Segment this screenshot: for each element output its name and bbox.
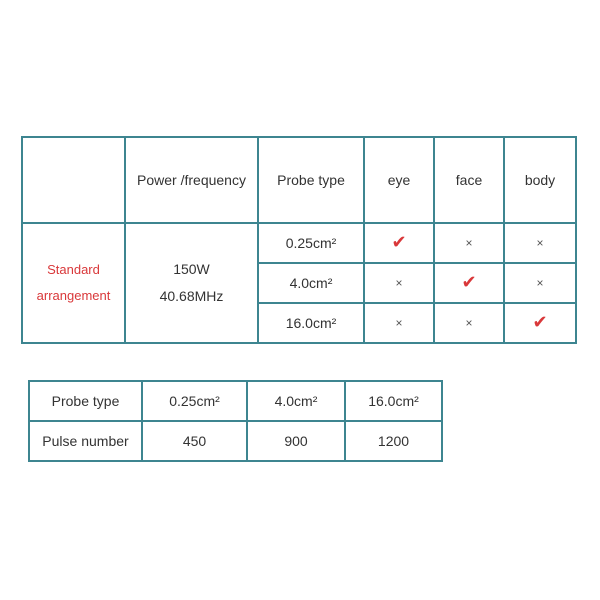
header-cell-body: body	[504, 137, 576, 223]
eye-cross-icon: ×	[364, 263, 434, 303]
body-cross-icon: ×	[504, 263, 576, 303]
arrangement-line-2: arrangement	[36, 288, 111, 303]
probe-cell: 4.0cm²	[258, 263, 364, 303]
face-cross-icon: ×	[434, 223, 504, 263]
arrangement-cell	[22, 223, 125, 343]
probe-size-cell: 4.0cm²	[247, 381, 345, 421]
face-check-icon: ✔	[434, 263, 504, 303]
pulse-count-cell: 450	[142, 421, 247, 461]
body-check-icon: ✔	[504, 303, 576, 343]
header-row	[22, 137, 576, 223]
probe-type-row	[29, 381, 442, 421]
pulse-count-cell: 900	[247, 421, 345, 461]
table-row	[22, 223, 576, 263]
header-cell-face: face	[434, 137, 504, 223]
probe-application-table	[21, 136, 577, 344]
row-label: Probe type	[29, 381, 142, 421]
eye-check-icon: ✔	[364, 223, 434, 263]
header-cell-probe-type: Probe type	[258, 137, 364, 223]
probe-cell: 0.25cm²	[258, 223, 364, 263]
face-cross-icon: ×	[434, 303, 504, 343]
arrangement-line-1: Standard	[47, 262, 100, 278]
header-cell-power-frequency: Power /frequency	[125, 137, 258, 223]
probe-cell: 16.0cm²	[258, 303, 364, 343]
probe-size-cell: 16.0cm²	[345, 381, 442, 421]
frequency-value: 40.68MHz	[159, 288, 224, 304]
power-frequency-cell	[125, 223, 258, 343]
pulse-count-cell: 1200	[345, 421, 442, 461]
probe-size-cell: 0.25cm²	[142, 381, 247, 421]
header-cell-empty	[22, 137, 125, 223]
row-label: Pulse number	[29, 421, 142, 461]
body-cross-icon: ×	[504, 223, 576, 263]
power-value: 150W	[173, 261, 210, 278]
header-cell-eye: eye	[364, 137, 434, 223]
pulse-number-table	[28, 380, 443, 462]
eye-cross-icon: ×	[364, 303, 434, 343]
pulse-number-row	[29, 421, 442, 461]
